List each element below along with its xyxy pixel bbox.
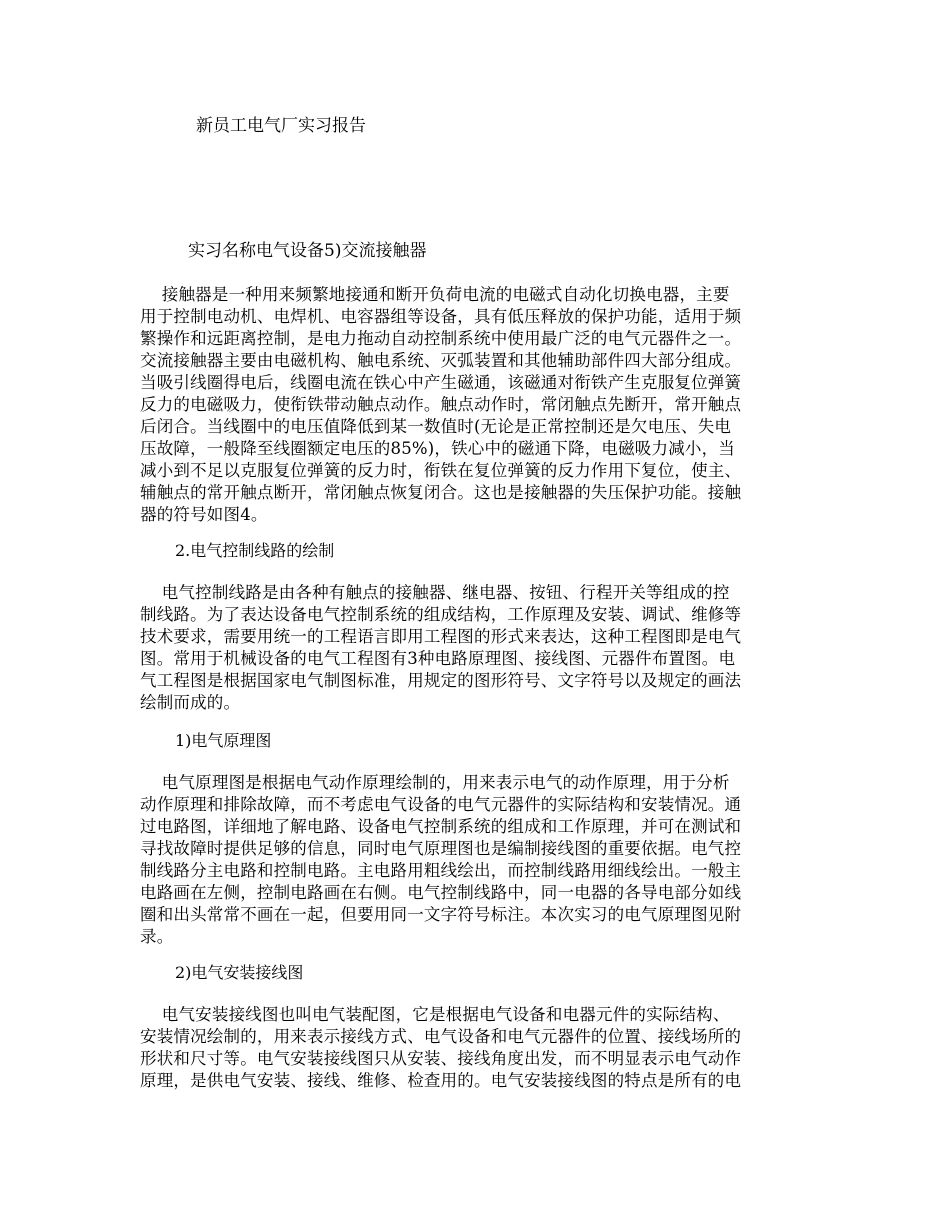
paragraph-line: 圈和出头常常不画在一起，但要用同一文字符号标注。本次实习的电气原理图见附 <box>140 905 742 924</box>
paragraph-line: 气工程图是根据国家电气制图标准，用规定的图形符号、文字符号以及规定的画法 <box>140 671 742 690</box>
paragraph-line: 图。常用于机械设备的电气工程图有3种电路原理图、接线图、元器件布置图。电 <box>140 649 736 668</box>
paragraph-line: 绘制而成的。 <box>140 693 241 712</box>
paragraph-line: 接触器是一种用来频繁地接通和断开负荷电流的电磁式自动化切换电器，主要 <box>140 285 730 304</box>
paragraph-line: 交流接触器主要由电磁机构、触电系统、灭弧装置和其他辅助部件四大部分组成。 <box>140 351 742 370</box>
paragraph-line: 减小到不足以克服复位弹簧的反力时，衔铁在复位弹簧的反力作用下复位，使主、 <box>140 461 742 480</box>
section-heading-control-circuit: 2.电气控制线路的绘制 <box>175 541 335 560</box>
paragraph-line: 用于控制电动机、电焊机、电容器组等设备，具有低压释放的保护功能，适用于频 <box>140 307 742 326</box>
paragraph-line: 电气控制线路是由各种有触点的接触器、继电器、按钮、行程开关等组成的控 <box>140 583 730 602</box>
paragraph-line: 形状和尺寸等。电气安装接线图只从安装、接线角度出发，而不明显表示电气动作 <box>140 1049 742 1068</box>
paragraph-line: 录。 <box>140 927 174 946</box>
paragraph-line: 制线路。为了表达设备电气控制系统的组成结构，工作原理及安装、调试、维修等 <box>140 605 742 624</box>
paragraph-line: 后闭合。当线圈中的电压值降低到某一数值时(无论是正常控制还是欠电压、失电 <box>140 417 732 436</box>
paragraph-line: 技术要求，需要用统一的工程语言即用工程图的形式来表达，这种工程图即是电气 <box>140 627 742 646</box>
paragraph-line: 动作原理和排除故障，而不考虑电气设备的电气元器件的实际结构和安装情况。通 <box>140 795 742 814</box>
paragraph-line: 反力的电磁吸力，使衔铁带动触点动作。触点动作时，常闭触点先断开，常开触点 <box>140 395 742 414</box>
paragraph-line: 辅触点的常开触点断开，常闭触点恢复闭合。这也是接触器的失压保护功能。接触 <box>140 483 742 502</box>
paragraph-line: 压故障，一般降至线圈额定电压的85%)，铁心中的磁通下降，电磁吸力减小，当 <box>140 439 736 458</box>
paragraph-line: 寻找故障时提供足够的信息，同时电气原理图也是编制接线图的重要依据。电气控 <box>140 839 742 858</box>
paragraph-line: 原理，是供电气安装、接线、维修、检查用的。电气安装接线图的特点是所有的电 <box>140 1071 742 1090</box>
section-heading-wiring-diagram: 2)电气安装接线图 <box>175 963 304 982</box>
paragraph-line: 器的符号如图4。 <box>140 505 268 524</box>
practice-heading: 实习名称电气设备5)交流接触器 <box>188 241 427 261</box>
paragraph-line: 电气原理图是根据电气动作原理绘制的，用来表示电气的动作原理，用于分析 <box>140 773 730 792</box>
section-heading-schematic: 1)电气原理图 <box>175 731 272 750</box>
paragraph-line: 电气安装接线图也叫电气装配图，它是根据电气设备和电器元件的实际结构、 <box>140 1005 730 1024</box>
paragraph-line: 当吸引线圈得电后，线圈电流在铁心中产生磁通，该磁通对衔铁产生克服复位弹簧 <box>140 373 742 392</box>
paragraph-line: 制线路分主电路和控制电路。主电路用粗线绘出，而控制线路用细线绘出。一般主 <box>140 861 742 880</box>
paragraph-line: 安装情况绘制的，用来表示接线方式、电气设备和电气元器件的位置、接线场所的 <box>140 1027 742 1046</box>
document-title: 新员工电气厂实习报告 <box>196 116 366 136</box>
paragraph-line: 电路画在左侧，控制电路画在右侧。电气控制线路中，同一电器的各导电部分如线 <box>140 883 742 902</box>
paragraph-line: 繁操作和远距离控制，是电力拖动自动控制系统中使用最广泛的电气元器件之一。 <box>140 329 742 348</box>
paragraph-line: 过电路图，详细地了解电路、设备电气控制系统的组成和工作原理，并可在测试和 <box>140 817 742 836</box>
